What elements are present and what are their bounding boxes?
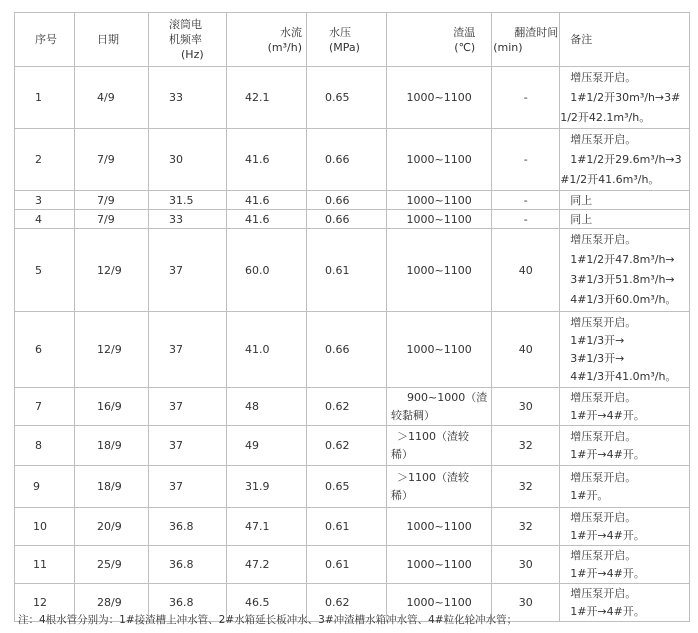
cell-seq: 2 [15,129,75,191]
cell-time: 30 [492,388,560,426]
cell-date: 18/9 [75,426,149,466]
note-line: 1#开→4#开。 [570,447,645,461]
cell-note [560,312,690,388]
cell-date: 7/9 [75,191,149,210]
cell-slag: 1000~1100 [387,229,492,312]
note-line: 增压泵开启。 [570,233,637,246]
header-flow-line: 水流 [280,25,302,39]
cell-time: 32 [492,466,560,508]
cell-time: 40 [492,229,560,312]
header-note: 备注 [560,13,690,67]
slag-line: 较黏稠） [391,408,435,422]
header-pressure-line: 水压 [329,25,351,39]
header-freq-line: 滚筒电 [169,18,202,31]
note-line: 3#1/3开→ [570,351,625,365]
note-line: 增压泵开启。 [570,470,637,484]
slag-line: ＞1100（渣较 [397,470,469,484]
cell-pressure: 0.65 [307,466,387,508]
cell-slag [387,426,492,466]
table-row [15,388,690,426]
cell-slag: 1000~1100 [387,191,492,210]
cell-time: 32 [492,426,560,466]
cell-seq: 3 [15,191,75,210]
cell-seq: 10 [15,508,75,546]
cell-pressure: 0.66 [307,191,387,210]
table-row [15,312,690,388]
cell-slag: 1000~1100 [387,210,492,229]
cell-pressure: 0.65 [307,67,387,129]
cell-seq: 1 [15,67,75,129]
cell-freq: 33 [149,210,227,229]
slag-line: 900~1000（渣 [407,390,488,404]
cell-flow: 46.5 [227,584,307,622]
cell-time: 40 [492,312,560,388]
note-line: 增压泵开启。 [570,390,637,404]
note-line: 增压泵开启。 [570,586,637,600]
cell-date: 12/9 [75,312,149,388]
cell-slag: 1000~1100 [387,546,492,584]
cell-freq: 37 [149,388,227,426]
header-row [15,13,690,67]
header-slag-line: (℃) [454,40,476,54]
note-line: 4#1/3开60.0m³/h。 [570,293,677,306]
cell-seq: 8 [15,426,75,466]
table-row [15,210,690,229]
note-line: 1#开→4#开。 [570,408,645,422]
cell-freq: 36.8 [149,508,227,546]
cell-slag: 1000~1100 [387,508,492,546]
cell-flow: 41.6 [227,129,307,191]
header-time-line: (min) [493,40,523,54]
cell-time: - [492,210,560,229]
header-freq-line: (Hz) [181,48,204,61]
cell-freq: 37 [149,229,227,312]
cell-flow: 41.6 [227,191,307,210]
header-time [492,13,560,67]
cell-note [560,466,690,508]
cell-date: 7/9 [75,210,149,229]
cell-slag: 1000~1100 [387,67,492,129]
cell-note: 同上 [560,191,690,210]
header-time-line: 翻渣时间 [514,25,559,39]
cell-date: 25/9 [75,546,149,584]
cell-time: 30 [492,584,560,622]
cell-note: 同上 [560,210,690,229]
cell-time: - [492,191,560,210]
note-line: 1#开→4#开。 [570,604,645,618]
table-row [15,466,690,508]
note-line: 增压泵开启。 [570,548,637,562]
note-line: 4#1/3开41.0m³/h。 [570,369,677,383]
cell-seq: 5 [15,229,75,312]
cell-date: 20/9 [75,508,149,546]
note-line: 1#1/2开47.8m³/h→ [570,253,675,266]
cell-date: 12/9 [75,229,149,312]
note-line: 增压泵开启。 [570,70,637,84]
footnote: 注：4根水管分别为：1#接渣槽上冲水管、2#水箱延长板冲水、3#冲渣槽水箱冲水管、4#粒化轮冲水管； [18,614,518,626]
note-line: 增压泵开启。 [570,132,637,146]
cell-freq: 37 [149,466,227,508]
note-line: 1#1/2开30m³/h→3# [570,90,681,104]
cell-freq: 37 [149,426,227,466]
cell-time: - [492,67,560,129]
cell-seq: 6 [15,312,75,388]
cell-pressure: 0.61 [307,229,387,312]
cell-slag [387,388,492,426]
cell-seq: 11 [15,546,75,584]
cell-seq: 9 [15,466,75,508]
cell-flow: 49 [227,426,307,466]
cell-date: 18/9 [75,466,149,508]
cell-flow: 42.1 [227,67,307,129]
header-flow-line: (m³/h) [267,40,302,54]
note-line: 1#开→4#开。 [570,566,645,580]
header-freq [149,13,227,67]
table-row [15,426,690,466]
cell-flow: 31.9 [227,466,307,508]
cell-slag: 1000~1100 [387,584,492,622]
cell-flow: 47.2 [227,546,307,584]
header-slag [387,13,492,67]
header-freq-line: 机频率 [169,33,202,46]
cell-seq: 12 [15,584,75,622]
cell-flow: 48 [227,388,307,426]
slag-line: 稀） [391,447,413,461]
cell-seq: 7 [15,388,75,426]
cell-date: 7/9 [75,129,149,191]
cell-note [560,546,690,584]
note-line: 增压泵开启。 [570,315,637,329]
table-row [15,191,690,210]
note-line: 增压泵开启。 [570,429,637,443]
header-flow [227,13,307,67]
cell-flow: 41.6 [227,210,307,229]
table-row [15,229,690,312]
cell-pressure: 0.62 [307,426,387,466]
note-line: 1#1/3开→ [570,333,625,347]
cell-note [560,426,690,466]
slag-line: ＞1100（渣较 [397,429,469,443]
cell-freq: 30 [149,129,227,191]
cell-pressure: 0.62 [307,584,387,622]
cell-note [560,508,690,546]
note-line: 1#开→4#开。 [570,528,645,542]
cell-flow: 47.1 [227,508,307,546]
cell-note [560,229,690,312]
cell-pressure: 0.66 [307,210,387,229]
note-line: 1#开。 [570,488,609,502]
cell-note [560,584,690,622]
note-line: 增压泵开启。 [570,510,637,524]
cell-time: - [492,129,560,191]
cell-time: 32 [492,508,560,546]
data-table [14,12,690,622]
cell-freq: 31.5 [149,191,227,210]
slag-line: 稀） [391,488,413,502]
cell-freq: 37 [149,312,227,388]
header-seq: 序号 [15,13,75,67]
cell-time: 30 [492,546,560,584]
header-pressure [307,13,387,67]
cell-date: 28/9 [75,584,149,622]
header-date: 日期 [75,13,149,67]
cell-flow: 41.0 [227,312,307,388]
cell-seq: 4 [15,210,75,229]
cell-date: 16/9 [75,388,149,426]
note-line: 1#1/2开29.6m³/h→3 [570,152,682,166]
table-row [15,129,690,191]
note-line: #1/2开41.6m³/h。 [560,172,660,186]
cell-flow: 60.0 [227,229,307,312]
header-pressure-line: (MPa) [329,40,360,54]
cell-freq: 33 [149,67,227,129]
cell-pressure: 0.66 [307,129,387,191]
cell-note [560,388,690,426]
cell-note [560,67,690,129]
cell-freq: 36.8 [149,584,227,622]
cell-slag: 1000~1100 [387,312,492,388]
cell-slag: 1000~1100 [387,129,492,191]
cell-note [560,129,690,191]
table-row [15,508,690,546]
note-line: 3#1/3开51.8m³/h→ [570,273,675,286]
cell-slag [387,466,492,508]
cell-freq: 36.8 [149,546,227,584]
note-line: 1/2开42.1m³/h。 [560,110,651,124]
table-row [15,546,690,584]
table-row [15,67,690,129]
cell-pressure: 0.61 [307,546,387,584]
cell-pressure: 0.61 [307,508,387,546]
cell-pressure: 0.66 [307,312,387,388]
cell-date: 4/9 [75,67,149,129]
cell-pressure: 0.62 [307,388,387,426]
header-slag-line: 渣温 [453,25,476,39]
